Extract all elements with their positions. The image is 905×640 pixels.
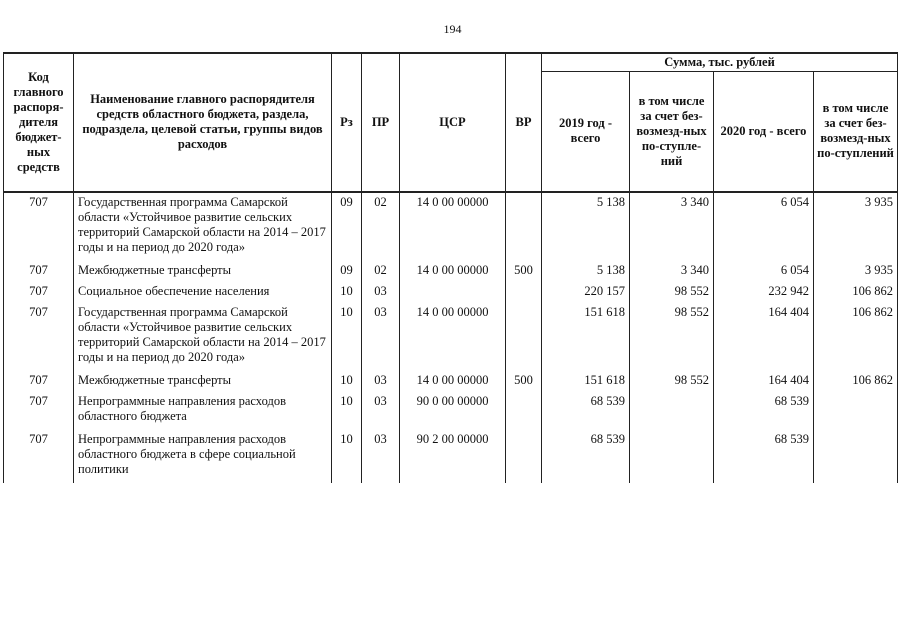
header-csr: ЦСР	[400, 53, 506, 192]
cell-pr: 03	[362, 430, 400, 483]
cell-2020-total: 164 404	[714, 371, 814, 392]
cell-name: Непрограммные направления расходов областного бюджета в сфере социальной политики	[74, 430, 332, 483]
cell-2019-free: 3 340	[630, 192, 714, 261]
table-row	[4, 392, 898, 430]
cell-vr	[506, 192, 542, 261]
cell-2020-total: 68 539	[714, 430, 814, 483]
cell-2019-free: 98 552	[630, 282, 714, 303]
cell-2019-total: 68 539	[542, 392, 630, 430]
cell-vr	[506, 282, 542, 303]
cell-csr	[400, 282, 506, 303]
cell-2020-free	[814, 430, 898, 483]
cell-name: Межбюджетные трансферты	[74, 261, 332, 282]
cell-csr: 14 0 00 00000	[400, 192, 506, 261]
cell-name: Государственная программа Самарской области «Устойчивое развитие сельских территорий Самарской области на 2014 – 2017 годы и на период до 2020 года»	[74, 192, 332, 261]
cell-rz: 10	[332, 430, 362, 483]
header-rz: Рз	[332, 53, 362, 192]
table-row	[4, 261, 898, 282]
cell-pr: 02	[362, 192, 400, 261]
cell-code: 707	[4, 192, 74, 261]
header-sum-group: Сумма, тыс. рублей	[542, 53, 898, 72]
cell-pr: 02	[362, 261, 400, 282]
cell-vr: 500	[506, 261, 542, 282]
table-row	[4, 282, 898, 303]
cell-2019-total: 151 618	[542, 303, 630, 371]
cell-2019-total: 5 138	[542, 192, 630, 261]
cell-csr: 14 0 00 00000	[400, 371, 506, 392]
cell-2019-free	[630, 392, 714, 430]
cell-pr: 03	[362, 303, 400, 371]
cell-2019-free	[630, 430, 714, 483]
cell-csr: 90 0 00 00000	[400, 392, 506, 430]
cell-csr: 14 0 00 00000	[400, 261, 506, 282]
budget-table	[3, 52, 898, 483]
cell-2020-free	[814, 392, 898, 430]
cell-name: Социальное обеспечение населения	[74, 282, 332, 303]
cell-2019-total: 151 618	[542, 371, 630, 392]
cell-2019-total: 5 138	[542, 261, 630, 282]
header-2020-free: в том числе за счет без-возмезд-ных по-ступлений	[814, 72, 898, 192]
table-row	[4, 371, 898, 392]
cell-code: 707	[4, 371, 74, 392]
cell-rz: 10	[332, 371, 362, 392]
header-2019-free: в том числе за счет без-возмезд-ных по-ступле-ний	[630, 72, 714, 192]
cell-2020-free: 106 862	[814, 371, 898, 392]
cell-csr: 90 2 00 00000	[400, 430, 506, 483]
cell-2020-total: 232 942	[714, 282, 814, 303]
table-body	[4, 192, 898, 483]
cell-code: 707	[4, 303, 74, 371]
cell-vr	[506, 392, 542, 430]
cell-2019-free: 98 552	[630, 371, 714, 392]
cell-csr: 14 0 00 00000	[400, 303, 506, 371]
cell-2020-total: 6 054	[714, 192, 814, 261]
cell-name: Государственная программа Самарской области «Устойчивое развитие сельских территорий Самарской области на 2014 – 2017 годы и на период до 2020 года»	[74, 303, 332, 371]
cell-2020-free: 3 935	[814, 261, 898, 282]
header-pr: ПР	[362, 53, 400, 192]
cell-code: 707	[4, 282, 74, 303]
page-number: 194	[443, 22, 462, 36]
cell-code: 707	[4, 430, 74, 483]
header-2019-total: 2019 год - всего	[542, 72, 630, 192]
table-header	[4, 53, 898, 192]
cell-vr: 500	[506, 371, 542, 392]
cell-2019-free: 3 340	[630, 261, 714, 282]
cell-code: 707	[4, 261, 74, 282]
header-2020-total: 2020 год - всего	[714, 72, 814, 192]
cell-2020-total: 164 404	[714, 303, 814, 371]
cell-rz: 10	[332, 282, 362, 303]
cell-pr: 03	[362, 282, 400, 303]
cell-2020-free: 106 862	[814, 303, 898, 371]
cell-rz: 09	[332, 192, 362, 261]
cell-2019-total: 220 157	[542, 282, 630, 303]
table-row	[4, 430, 898, 483]
cell-2019-total: 68 539	[542, 430, 630, 483]
cell-rz: 09	[332, 261, 362, 282]
cell-rz: 10	[332, 303, 362, 371]
cell-2020-total: 6 054	[714, 261, 814, 282]
cell-code: 707	[4, 392, 74, 430]
cell-2020-free: 106 862	[814, 282, 898, 303]
cell-vr	[506, 303, 542, 371]
header-vr: ВР	[506, 53, 542, 192]
cell-2020-free: 3 935	[814, 192, 898, 261]
header-code: Код главного распоря-дителя бюджет-ных средств	[4, 53, 74, 192]
cell-name: Непрограммные направления расходов областного бюджета	[74, 392, 332, 430]
table-row	[4, 303, 898, 371]
cell-vr	[506, 430, 542, 483]
cell-pr: 03	[362, 392, 400, 430]
cell-rz: 10	[332, 392, 362, 430]
cell-name: Межбюджетные трансферты	[74, 371, 332, 392]
cell-pr: 03	[362, 371, 400, 392]
cell-2019-free: 98 552	[630, 303, 714, 371]
cell-2020-total: 68 539	[714, 392, 814, 430]
table-row	[4, 192, 898, 261]
header-name: Наименование главного распорядителя средств областного бюджета, раздела, подраздела, целевой статьи, группы видов расходов	[74, 53, 332, 192]
